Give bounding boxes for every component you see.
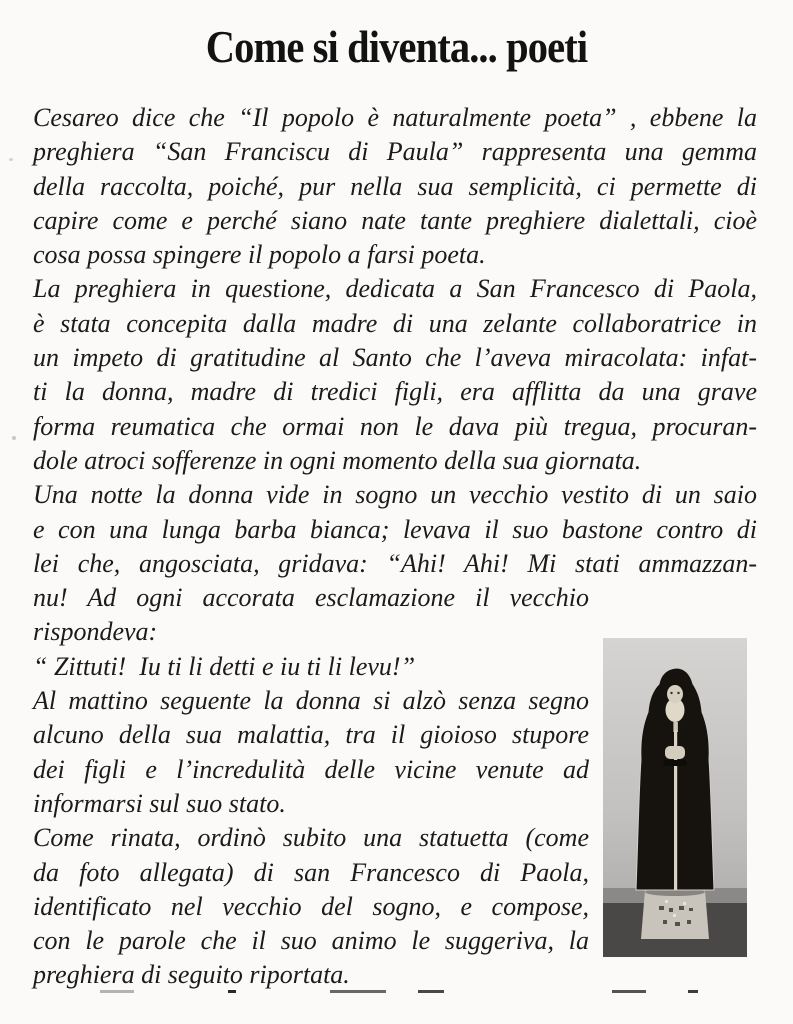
text-line: rispondeva: bbox=[33, 617, 158, 647]
text-line: ti la donna, madre di tredici figli, era afflitta da una grave bbox=[33, 377, 757, 407]
text-line: nu! Ad ogni accorata esclamazione il vecchio bbox=[33, 583, 589, 613]
scan-artifact bbox=[612, 990, 646, 993]
scan-artifact bbox=[100, 990, 134, 993]
text-line: cosa possa spingere il popolo a farsi poeta. bbox=[33, 240, 486, 270]
text-line: La preghiera in questione, dedicata a San Francesco di Paola, bbox=[33, 274, 757, 304]
text-line: identificato nel vecchio del sogno, e compose, bbox=[33, 891, 589, 921]
text-line: preghiera di seguito riportata. bbox=[33, 960, 350, 990]
text-line: della raccolta, poiché, pur nella sua semplicità, ci permette di bbox=[33, 171, 757, 201]
scan-artifact bbox=[228, 990, 236, 993]
text-line: “ Zittuti! Iu ti li detti e iu ti li levu!” bbox=[33, 651, 416, 681]
text-line: Cesareo dice che “Il popolo è naturalmente poeta” , ebbene la bbox=[33, 103, 757, 132]
text-line: Come rinata, ordinò subito una statuetta (come bbox=[33, 823, 589, 853]
scan-artifact bbox=[418, 990, 444, 993]
text-line: Una notte la donna vide in sogno un vecchio vestito di un saio bbox=[33, 480, 757, 510]
scan-artifact bbox=[330, 990, 386, 993]
text-line: dole atroci sofferenze in ogni momento della sua giornata. bbox=[33, 445, 642, 475]
text-line: è stata concepita dalla madre di una zelante collaboratrice in bbox=[33, 308, 757, 338]
statuette-photo bbox=[603, 638, 747, 957]
text-line: informarsi sul suo stato. bbox=[33, 788, 286, 818]
text-line: e con una lunga barba bianca; levava il suo bastone contro di bbox=[33, 514, 757, 544]
text-line: preghiera “San Franciscu di Paula” rappresenta una gemma bbox=[33, 137, 757, 167]
text-line: lei che, angosciata, gridava: “Ahi! Ahi! Mi stati ammazzan- bbox=[33, 548, 757, 578]
scan-speck bbox=[12, 436, 16, 440]
text-line: capire come e perché siano nate tante preghiere dialettali, cioè bbox=[33, 205, 757, 235]
text-line: Al mattino seguente la donna si alzò senza segno bbox=[33, 686, 589, 716]
scan-artifact bbox=[688, 990, 698, 993]
statue-eye-right bbox=[677, 692, 679, 694]
scan-speck bbox=[9, 158, 13, 161]
page-title: Come si diventa... poeti bbox=[205, 21, 588, 72]
text-line: un impeto di gratitudine al Santo che l’aveva miracolata: infat- bbox=[33, 343, 757, 373]
text-line: con le parole che il suo animo le suggeriva, la bbox=[33, 926, 589, 956]
text-line: dei figli e l’incredulità delle vicine venute ad bbox=[33, 754, 589, 784]
statue-face bbox=[667, 685, 683, 703]
statue-hands bbox=[665, 746, 685, 759]
text-line: alcuno della sua malattia, tra il gioioso stupore bbox=[33, 720, 589, 750]
statuette-image bbox=[603, 638, 747, 957]
statue-sleeve bbox=[663, 760, 687, 766]
text-line: forma reumatica che ormai non le dava più tregua, procuran- bbox=[33, 411, 757, 441]
statue-eye-left bbox=[670, 692, 672, 694]
text-line: da foto allegata) di san Francesco di Paola, bbox=[33, 857, 589, 887]
